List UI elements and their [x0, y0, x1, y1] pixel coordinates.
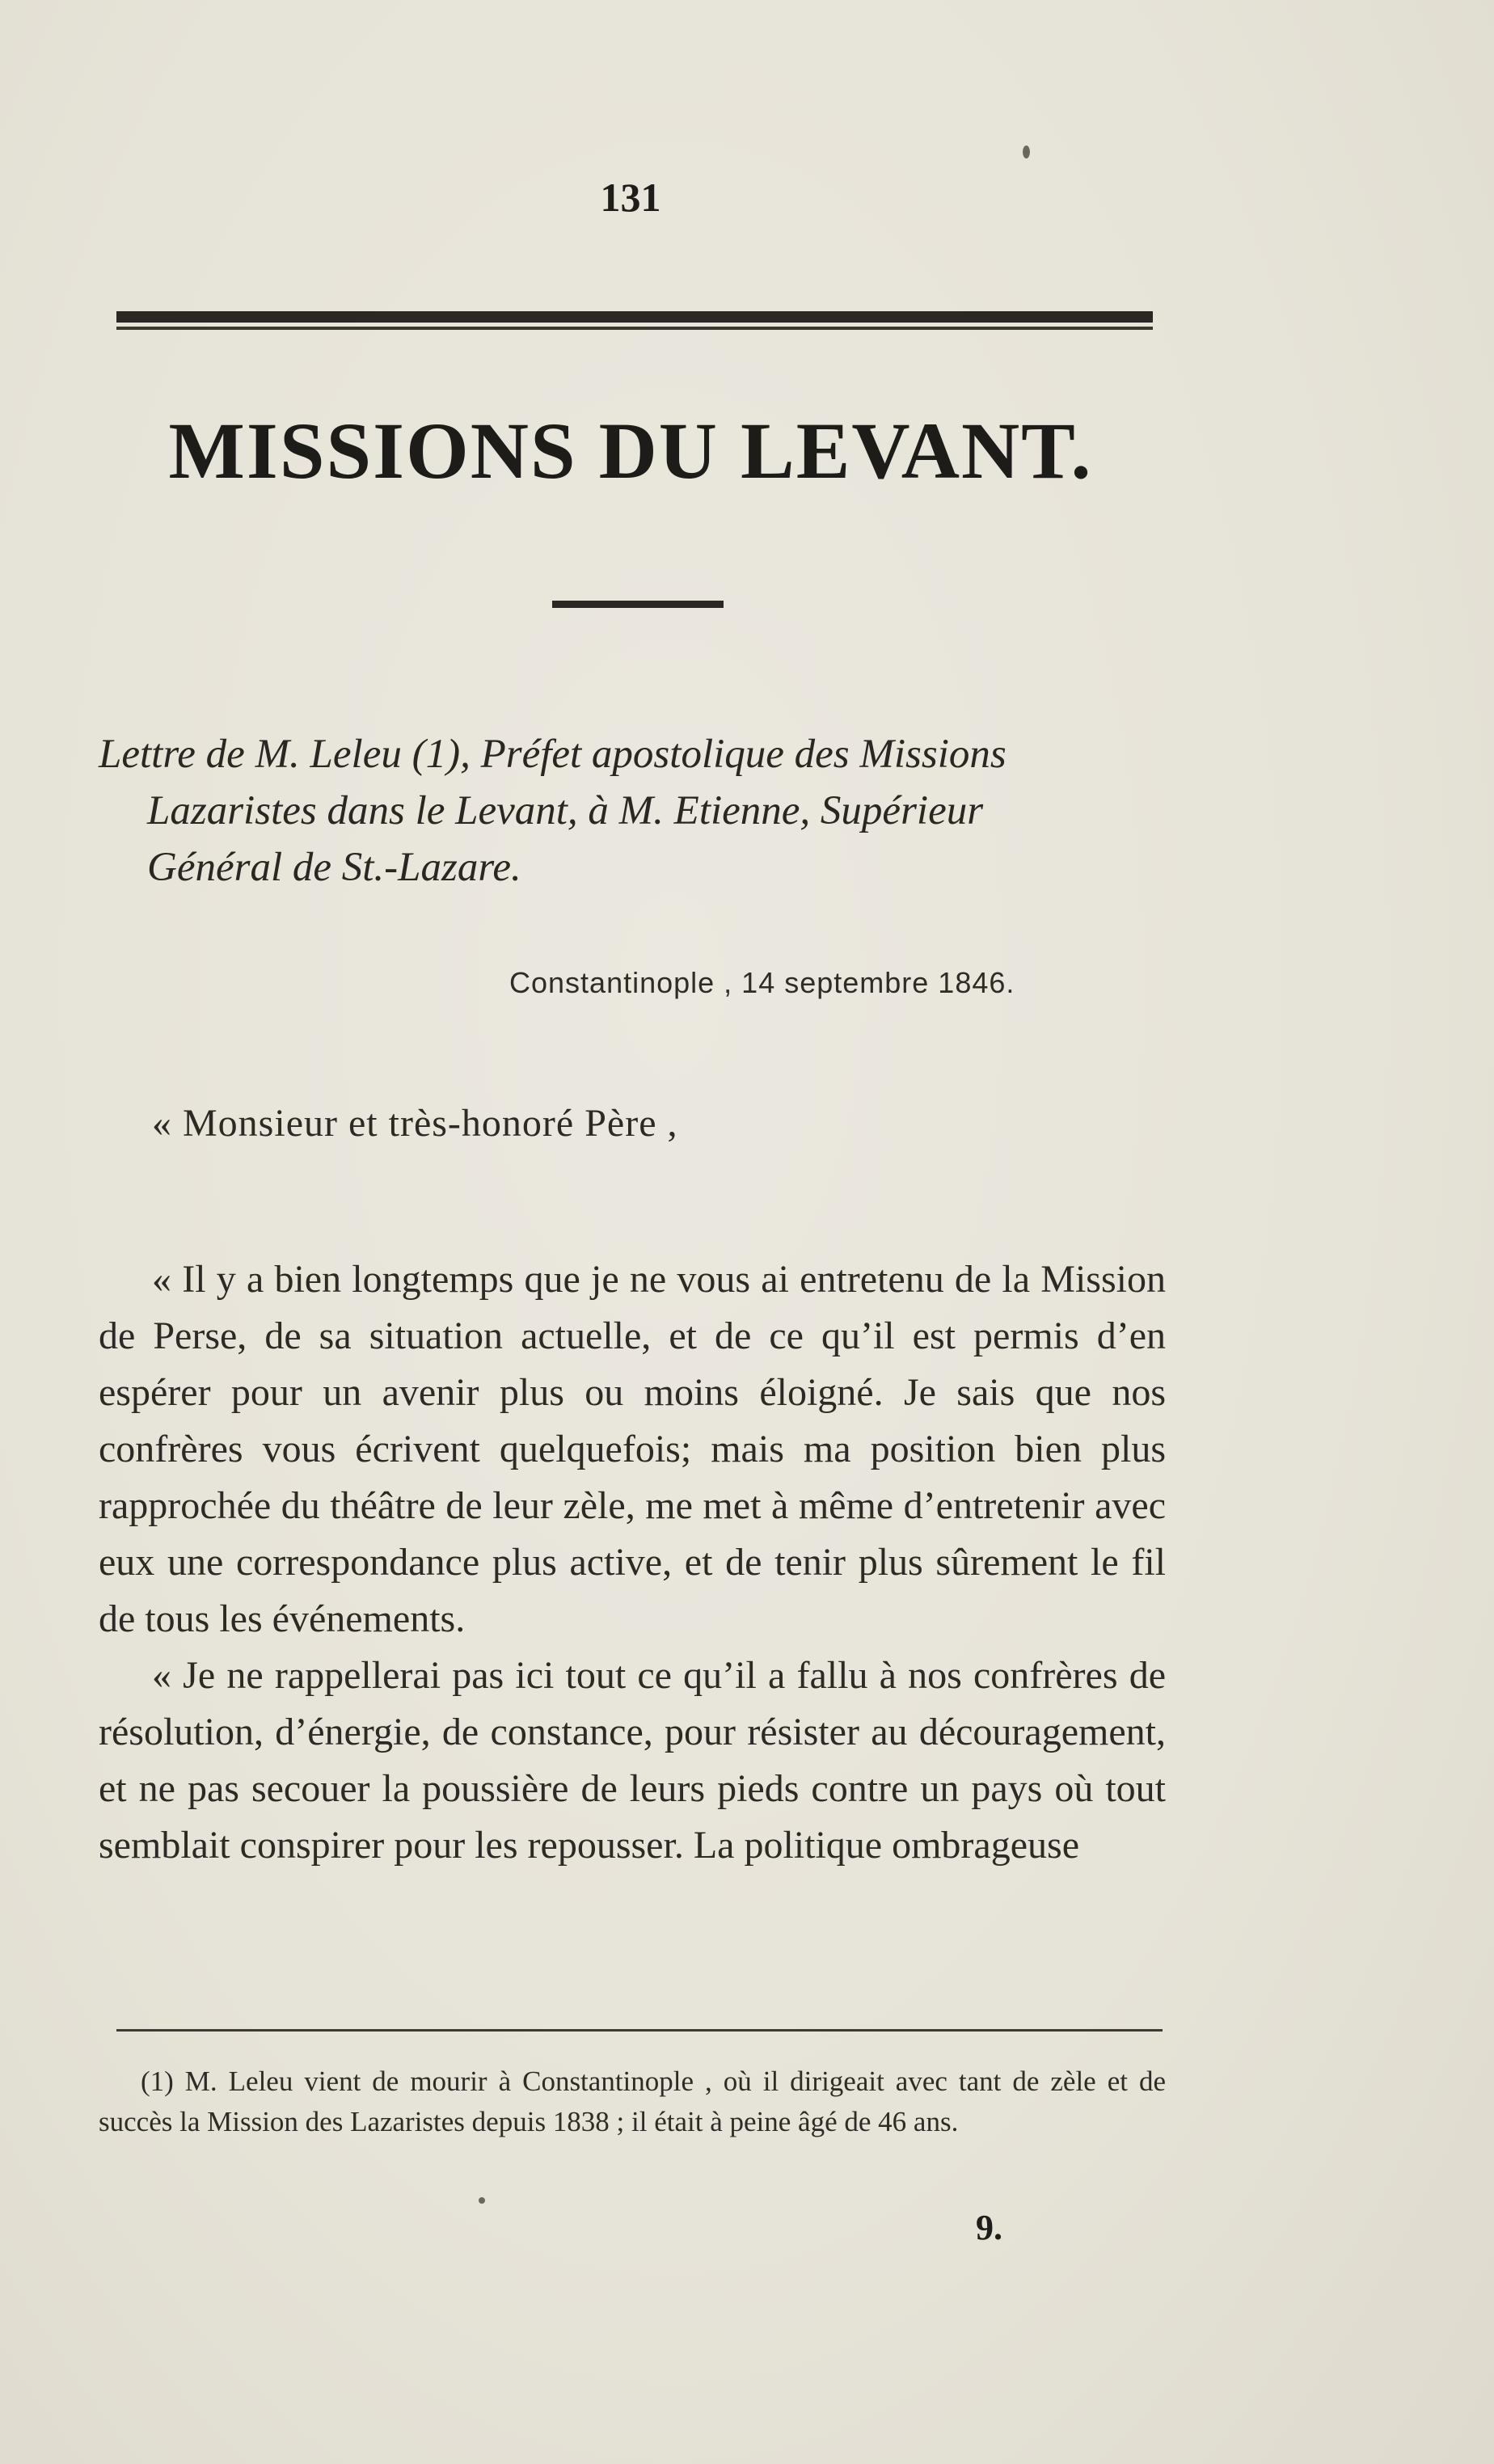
salutation: « Monsieur et très-honoré Père ,: [152, 1102, 678, 1145]
header-rule-thick: [116, 311, 1153, 323]
letter-body: [99, 1251, 1166, 1874]
header-rule-thin: [116, 327, 1153, 330]
letter-header-line-3: Général de St.-Lazare.: [147, 845, 521, 890]
letter-header-line-2: Lazaristes dans le Levant, à M. Etienne, Supérieur: [147, 788, 984, 833]
page-number: 131: [600, 175, 661, 220]
ink-speck: [479, 2197, 485, 2204]
footnote-rule: [116, 2029, 1163, 2032]
footnote: [99, 2061, 1166, 2142]
section-title: MISSIONS DU LEVANT.: [168, 406, 1093, 496]
letter-header-line-1: Lettre de M. Leleu (1), Préfet apostolique des Missions: [99, 732, 1007, 777]
body-paragraph: « Je ne rappellerai pas ici tout ce qu’il a fallu à nos confrères de résolution, d’énergie, de constance, pour résister au découragement, et ne pas secouer la poussière de leurs pieds contre un pays où tout semblait conspirer pour les repousser. La politique ombrageuse: [99, 1654, 1166, 1867]
title-divider: [552, 601, 724, 608]
signature-mark: 9.: [976, 2208, 1002, 2247]
footnote-text: (1) M. Leleu vient de mourir à Constantinople , où il dirigeait avec tant de zèle et de succès la Mission des Lazaristes depuis 1838 ; il était à peine âgé de 46 ans.: [99, 2065, 1166, 2137]
ink-speck: [1023, 146, 1030, 158]
dateline: Constantinople , 14 septembre 1846.: [509, 966, 1015, 999]
body-paragraph: « Il y a bien longtemps que je ne vous ai entretenu de la Mission de Perse, de sa situation actuelle, et de ce qu’il est permis d’en espérer pour un avenir plus ou moins éloigné. Je sais que nos confrères vous écrivent quelquefois; mais ma position bien plus rapprochée du théâtre de leur zèle, me met à même d’entretenir avec eux une correspondance plus active, et de tenir plus sûrement le fil de tous les événements.: [99, 1258, 1166, 1640]
letter-header: [99, 726, 1166, 896]
